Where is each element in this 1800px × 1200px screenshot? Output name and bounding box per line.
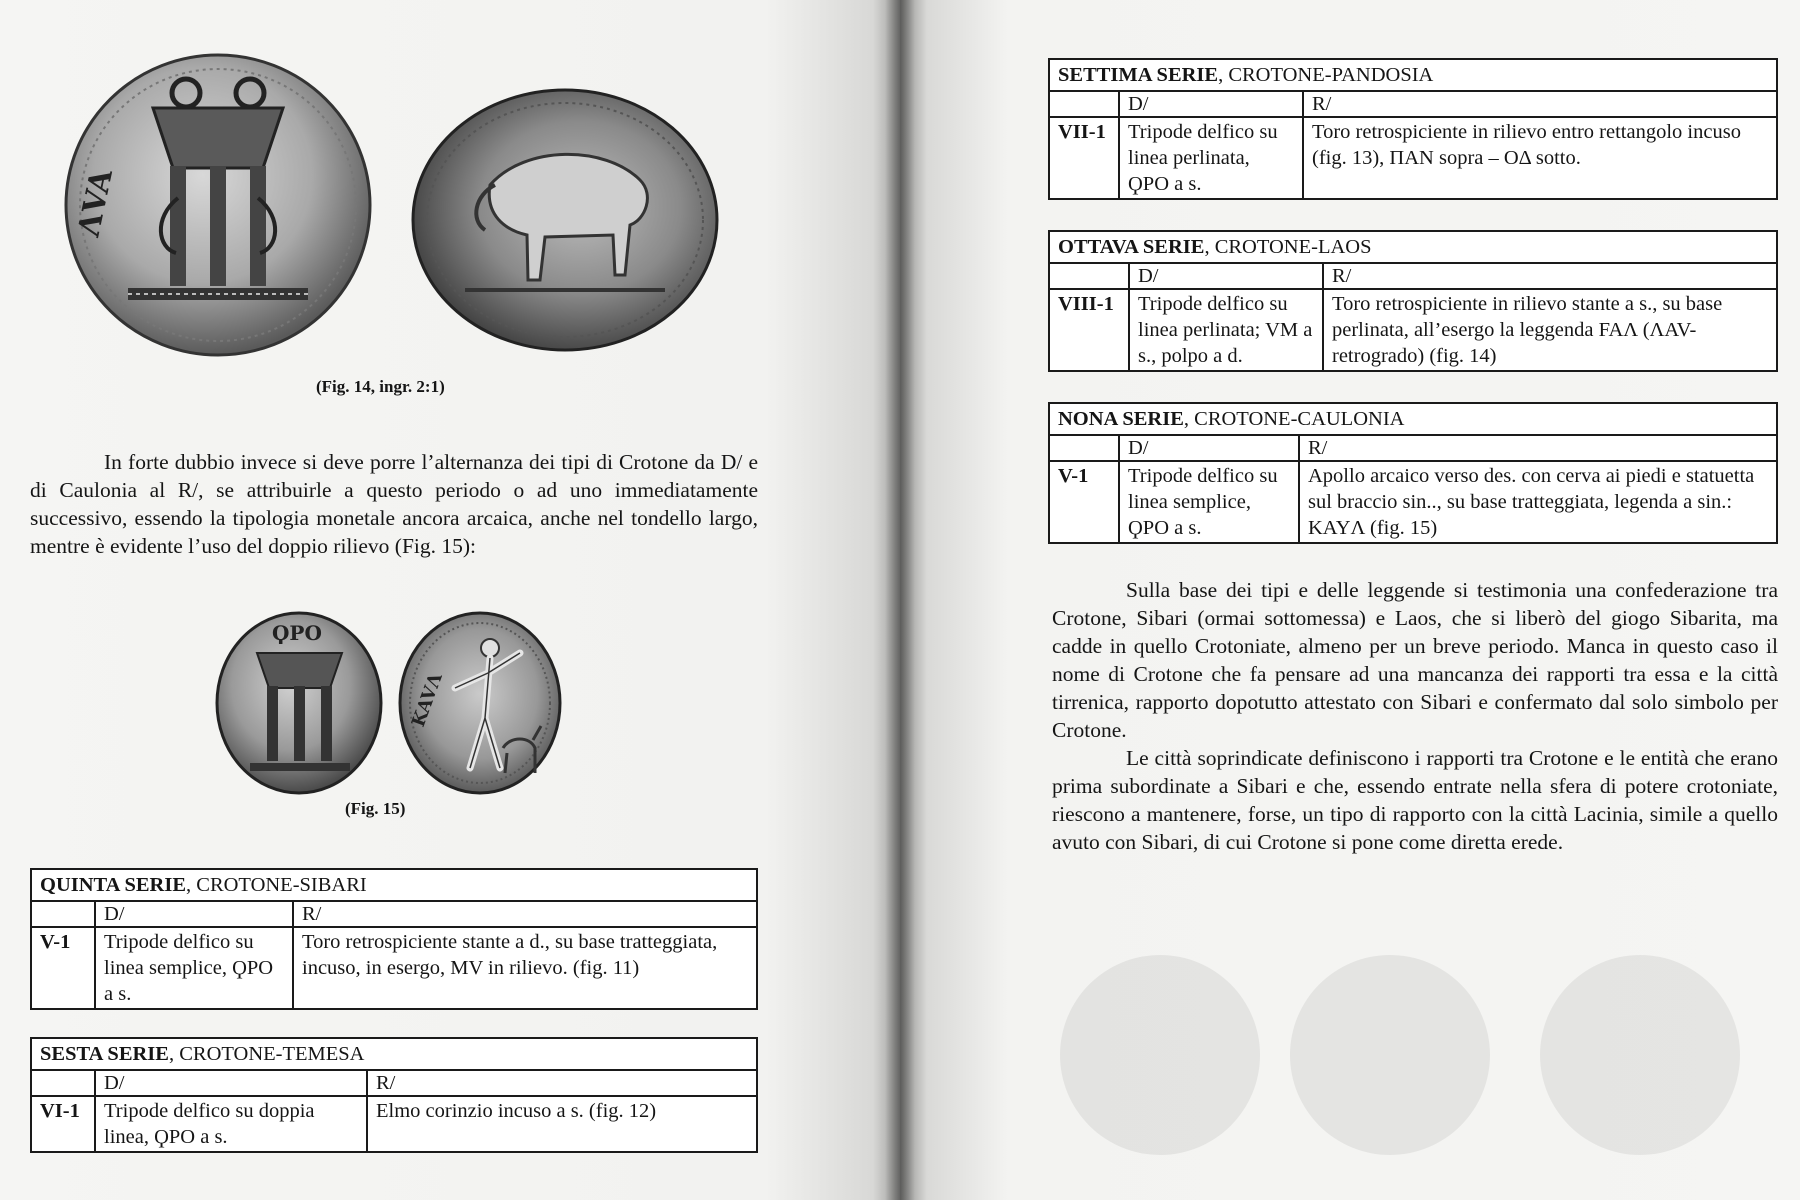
reverse-description: Toro retrospiciente in rilievo entro rettangolo incuso (fig. 13), ΠAN sopra – OΔ sotto. xyxy=(1303,117,1777,199)
table-title xyxy=(1049,59,1777,91)
fig15-obverse-legend: ϘPO xyxy=(272,621,322,645)
book-gutter xyxy=(885,0,915,1200)
empty-header-cell xyxy=(1049,263,1129,289)
right-paragraph-1: Sulla base dei tipi e delle leggende si testimonia una confederazione tra Crotone, Sibari (ormai sottomessa) e Laos, che si liberò del giogo Sibarita, ma cadde in quello Crotoniate, almeno per un breve periodo. Manca in questo caso il nome di Crotone che fa pensare ad una mancanza dei rapporti tra essa e la città tirrenica, rapporto dopotutto attestato con Sibari e confermato dal solo simbolo per Crotone. xyxy=(1052,578,1778,742)
table-title xyxy=(31,1038,757,1070)
series-cities: , CROTONE-TEMESA xyxy=(168,1043,365,1065)
table-row xyxy=(31,1096,757,1152)
table-ottava-serie xyxy=(1048,230,1778,372)
obverse-description: Tripode delfico su linea semplice, ϘPO a s. xyxy=(1119,461,1299,543)
series-name: QUINTA SERIE xyxy=(40,874,187,896)
series-name: NONA SERIE xyxy=(1058,408,1184,430)
right-page xyxy=(900,0,1800,1200)
fig15-caption: (Fig. 15) xyxy=(345,799,406,818)
series-code: VIII-1 xyxy=(1049,289,1129,371)
coin-fig14-obverse xyxy=(58,48,378,363)
empty-header-cell xyxy=(31,1070,95,1096)
empty-header-cell xyxy=(31,901,95,927)
series-cities: , CROTONE-SIBARI xyxy=(186,874,367,896)
col-header-r: R/ xyxy=(1323,263,1777,289)
series-cities: , CROTONE-LAOS xyxy=(1204,236,1372,258)
coin-fig15-obverse xyxy=(212,608,387,798)
reverse-description: Toro retrospiciente in rilievo stante a s., su base perlinata, all’esergo la leggenda FAΛ (ΛAV- retrogrado) (fig. 14) xyxy=(1323,289,1777,371)
series-name: OTTAVA SERIE xyxy=(1058,236,1205,258)
left-paragraph xyxy=(30,448,758,560)
fig14-obverse-legend: ΛVA xyxy=(71,166,120,240)
col-header-r: R/ xyxy=(1303,91,1777,117)
right-paragraph-2: Le città soprindicate definiscono i rapporti tra Crotone e le entità che erano prima subordinate a Sibari e che, essendo entrate nella sfera di potere crotoniate, riescono a mantenere, forse, un tipo di rapporto con la città Lacinia, simile a quello avuto con Sibari, di cui Crotone si pone come diretta erede. xyxy=(1052,746,1778,854)
series-code: V-1 xyxy=(31,927,95,1009)
table-row xyxy=(1049,461,1777,543)
table-title xyxy=(31,869,757,901)
table-settima-serie xyxy=(1048,58,1778,200)
series-code: V-1 xyxy=(1049,461,1119,543)
table-sesta-serie xyxy=(30,1037,758,1153)
empty-header-cell xyxy=(1049,435,1119,461)
col-header-d: D/ xyxy=(95,901,293,927)
series-code: VII-1 xyxy=(1049,117,1119,199)
reverse-description: Elmo corinzio incuso a s. (fig. 12) xyxy=(367,1096,757,1152)
left-paragraph-text: In forte dubbio invece si deve porre l’alternanza dei tipi di Crotone da D/ e di Caulonia al R/, se attribuirle a questo periodo o ad uno immediatamente successivo, essendo la tipologia monetale ancora arcaica, anche nel tondello largo, mentre è evidente l’uso del doppio rilievo (Fig. 15): xyxy=(30,450,758,558)
table-nona-serie xyxy=(1048,402,1778,544)
table-quinta-serie xyxy=(30,868,758,1010)
table-row xyxy=(1049,289,1777,371)
obverse-description: Tripode delfico su doppia linea, ϘPO a s. xyxy=(95,1096,367,1152)
bleed-through-coins xyxy=(1050,930,1750,1180)
obverse-description: Tripode delfico su linea semplice, ϘPO a s. xyxy=(95,927,293,1009)
col-header-d: D/ xyxy=(1119,435,1299,461)
table-title xyxy=(1049,231,1777,263)
col-header-r: R/ xyxy=(1299,435,1777,461)
coin-fig15-reverse xyxy=(395,608,565,798)
col-header-d: D/ xyxy=(1129,263,1323,289)
series-name: SESTA SERIE xyxy=(40,1043,169,1065)
right-paragraphs xyxy=(1052,576,1778,856)
col-header-r: R/ xyxy=(367,1070,757,1096)
obverse-description: Tripode delfico su linea perlinata, ϘPO a s. xyxy=(1119,117,1303,199)
col-header-d: D/ xyxy=(1119,91,1303,117)
fig15-reverse-legend: KAVΛ xyxy=(407,670,447,730)
series-code: VI-1 xyxy=(31,1096,95,1152)
col-header-r: R/ xyxy=(293,901,757,927)
series-name: SETTIMA SERIE xyxy=(1058,64,1219,86)
empty-header-cell xyxy=(1049,91,1119,117)
col-header-d: D/ xyxy=(95,1070,367,1096)
table-row xyxy=(1049,117,1777,199)
obverse-description: Tripode delfico su linea perlinata; VM a s., polpo a d. xyxy=(1129,289,1323,371)
fig14-caption: (Fig. 14, ingr. 2:1) xyxy=(316,377,445,396)
coin-fig14-reverse xyxy=(405,85,725,355)
series-cities: , CROTONE-CAULONIA xyxy=(1183,408,1405,430)
reverse-description: Apollo arcaico verso des. con cerva ai piedi e statuetta sul braccio sin.., su base tratteggiata, legenda a sin.: KAYΛ (fig. 15) xyxy=(1299,461,1777,543)
table-row xyxy=(31,927,757,1009)
series-cities: , CROTONE-PANDOSIA xyxy=(1218,64,1434,86)
table-title xyxy=(1049,403,1777,435)
reverse-description: Toro retrospiciente stante a d., su base tratteggiata, incuso, in esergo, MV in rilievo. (fig. 11) xyxy=(293,927,757,1009)
